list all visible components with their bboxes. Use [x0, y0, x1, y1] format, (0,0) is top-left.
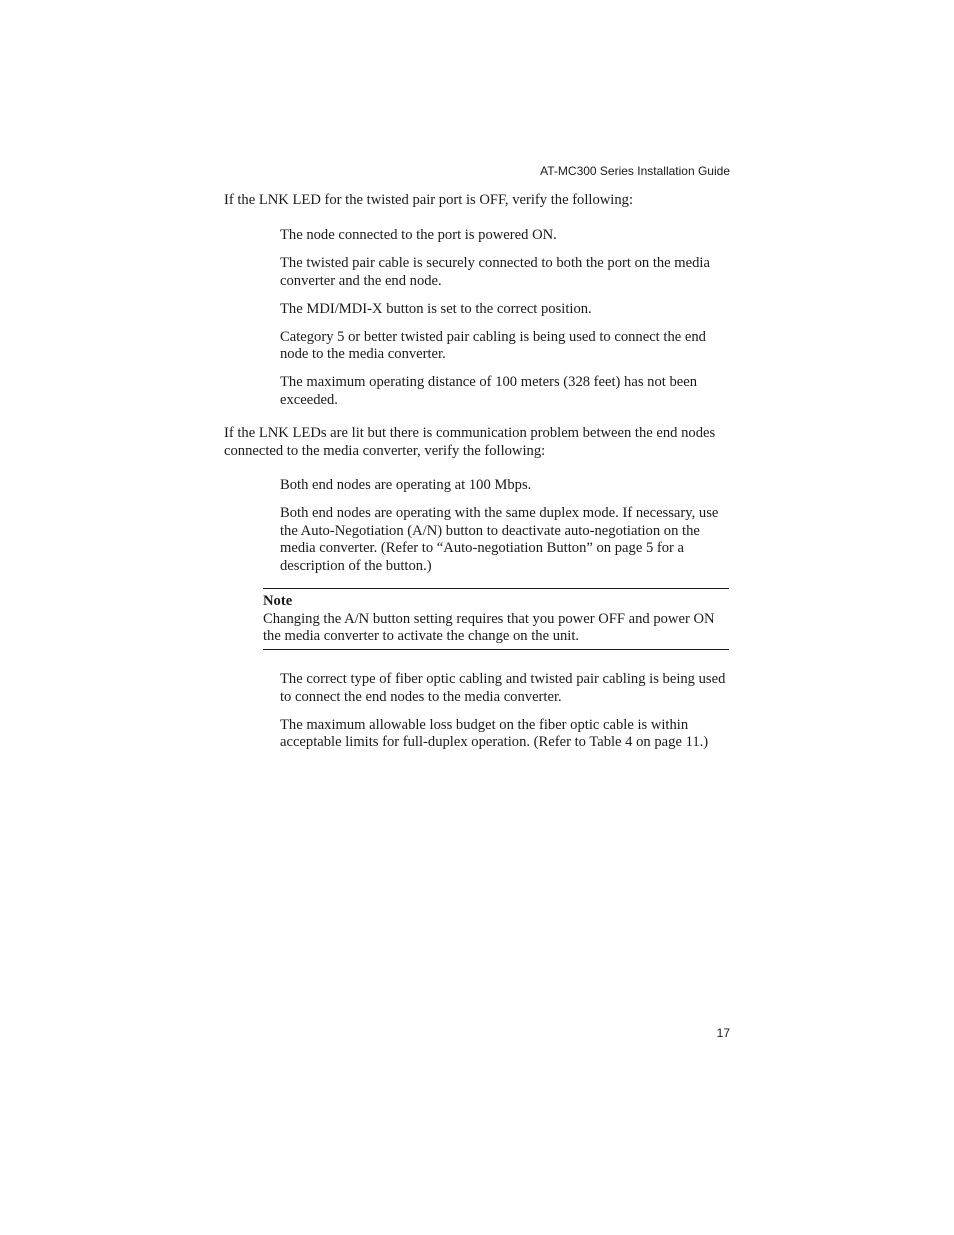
list-item: Both end nodes are operating at 100 Mbps. — [280, 477, 532, 493]
list-item: The maximum operating distance of 100 meters (328 feet) has not been exceeded. — [280, 374, 698, 408]
note-title: Note — [263, 593, 293, 609]
list-item: The maximum allowable loss budget on the fiber optic cable is within acceptable limits for full-duplex operation. (Refer to Table 4 on page 11.) — [280, 716, 709, 750]
list-item: The correct type of fiber optic cabling and twisted pair cabling is being used to connect the end nodes to the media converter. — [280, 671, 726, 705]
section2-list — [280, 477, 732, 586]
section3-list — [280, 671, 732, 762]
list-item: The node connected to the port is powered ON. — [280, 227, 557, 243]
list-item: Category 5 or better twisted pair cabling is being used to connect the end node to the media converter. — [280, 328, 706, 362]
list-item: The MDI/MDI-X button is set to the correct position. — [280, 300, 592, 317]
list-item: Both end nodes are operating with the same duplex mode. If necessary, use the Auto-Negotiation (A/N) button to deactivate auto-negotiation on the media converter. (Refer to “Auto-negotiation Button” on page 5 for a description of the button.) — [280, 505, 719, 574]
list-item: The twisted pair cable is securely connected to both the port on the media converter and the end node. — [280, 255, 710, 289]
page-number: 17 — [716, 1026, 730, 1040]
running-header: AT-MC300 Series Installation Guide — [540, 164, 730, 178]
section1-intro: If the LNK LED for the twisted pair port is OFF, verify the following: — [224, 192, 634, 208]
note-box — [263, 588, 729, 650]
section1-list — [280, 227, 732, 420]
note-text: Changing the A/N button setting requires that you power OFF and power ON the media converter to activate the change on the unit. — [263, 610, 715, 644]
section2-intro: If the LNK LEDs are lit but there is communication problem between the end nodes connected to the media converter, verify the following: — [224, 425, 716, 459]
